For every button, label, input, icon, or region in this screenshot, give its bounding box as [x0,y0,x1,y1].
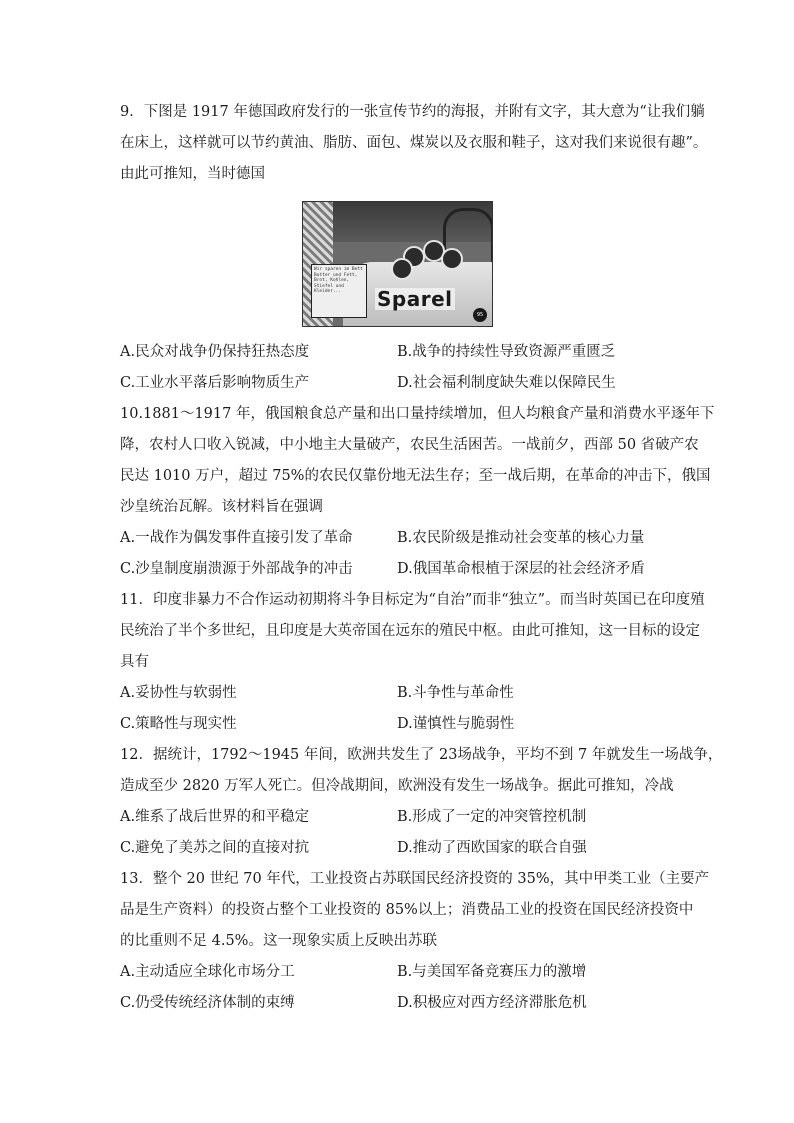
option-d[interactable]: D.谨慎性与脆弱性 [397,716,515,732]
sleeper-head [391,258,413,280]
option-b[interactable]: B.战争的持续性导致资源严重匮乏 [397,344,616,360]
option-d[interactable]: D.俄国革命根植于深层的社会经济矛盾 [397,561,645,577]
option-a[interactable]: A.主动适应全球化市场分工 [120,964,295,980]
option-c[interactable]: C.沙皇制度崩溃源于外部战争的冲击 [120,561,353,577]
option-c[interactable]: C.策略性与现实性 [120,716,237,732]
question-13-line-1: 13．整个 20 世纪 70 年代，工业投资占苏联国民经济投资的 35%，其中甲类工业（主要产 [120,871,710,887]
question-9-stem [120,97,708,190]
option-c[interactable]: C.仍受传统经济体制的束缚 [120,995,295,1011]
question-12-line-1: 12．据统计，1792～1945 年间，欧洲共发生了 23场战争，平均不到 7 年就发生一场战争， [120,747,723,763]
question-10-line-1: 10.1881～1917 年，俄国粮食总产量和出口量持续增加，但人均粮食产量和消费水平逐年下 [120,406,715,422]
question-9-options [120,337,680,399]
option-a[interactable]: A.妥协性与软弱性 [120,685,237,701]
poster-slogan: Sparel [377,287,453,311]
question-10-line-4: 沙皇统治瓦解。该材料旨在强调 [120,499,323,515]
option-b[interactable]: B.斗争性与革命性 [397,685,514,701]
question-11-line-3: 具有 [120,654,149,670]
question-13-stem [120,864,710,957]
option-a[interactable]: A.一战作为偶发事件直接引发了革命 [120,530,353,546]
question-11-line-2: 民统治了半个多世纪，且印度是大英帝国在远东的殖民中枢。由此可推知，这一目标的设定 [120,623,700,639]
question-10-line-2: 降，农村人口收入锐减，中小地主大量破产，农民生活困苦。一战前夕，西部 50 省破产农 [120,437,699,453]
option-b[interactable]: B.与美国军备竞赛压力的激增 [397,964,587,980]
option-b[interactable]: B.农民阶级是推动社会变革的核心力量 [397,530,645,546]
question-11-options [120,678,680,740]
option-c[interactable]: C.工业水平落后影响物质生产 [120,375,310,391]
poster-verse-box: Wir sparen im Bett Butter und Fett, Brot, Kohlen, Stiefel und Kleider... [311,264,367,318]
question-11-stem [120,585,705,678]
question-13-line-2: 品是生产资料）的投资占整个工业投资的 85%以上；消费品工业的投资在国民经济投资中 [120,902,694,918]
sleeper-head [441,248,463,270]
question-13-line-3: 的比重则不足 4.5%。这一现象实质上反映出苏联 [120,933,437,949]
question-13-options [120,957,680,1019]
poster-badge: 95 [473,308,487,322]
question-12-stem [120,740,723,802]
option-a[interactable]: A.民众对战争仍保持狂热态度 [120,344,310,360]
question-12-options [120,802,680,864]
option-d[interactable]: D.社会福利制度缺失难以保障民生 [397,375,616,391]
question-10-options [120,523,680,585]
question-12-line-2: 造成至少 2820 万军人死亡。但冷战期间，欧洲没有发生一场战争。据此可推知，冷战 [120,778,674,794]
question-9-line-1: 9．下图是 1917 年德国政府发行的一张宣传节约的海报，并附有文字，其大意为“让我们躺 [120,104,705,120]
option-c[interactable]: C.避免了美苏之间的直接对抗 [120,840,310,856]
question-11-line-1: 11．印度非暴力不合作运动初期将斗争目标定为“自治”而非“独立”。而当时英国已在印度殖 [120,592,705,608]
question-9-line-3: 由此可推知，当时德国 [120,166,265,182]
propaganda-poster-image [302,201,493,327]
option-a[interactable]: A.维系了战后世界的和平稳定 [120,809,310,825]
question-10-stem [120,399,715,523]
question-10-line-3: 民达 1010 万户，超过 75%的农民仅靠份地无法生存；至一战后期，在革命的冲击下，俄国 [120,468,711,484]
option-b[interactable]: B.形成了一定的冲突管控机制 [397,809,587,825]
option-d[interactable]: D.积极应对西方经济滞胀危机 [397,995,587,1011]
option-d[interactable]: D.推动了西欧国家的联合自强 [397,840,587,856]
question-9-line-2: 在床上，这样就可以节约黄油、脂肪、面包、煤炭以及衣服和鞋子，这对我们来说很有趣”。 [120,135,708,151]
